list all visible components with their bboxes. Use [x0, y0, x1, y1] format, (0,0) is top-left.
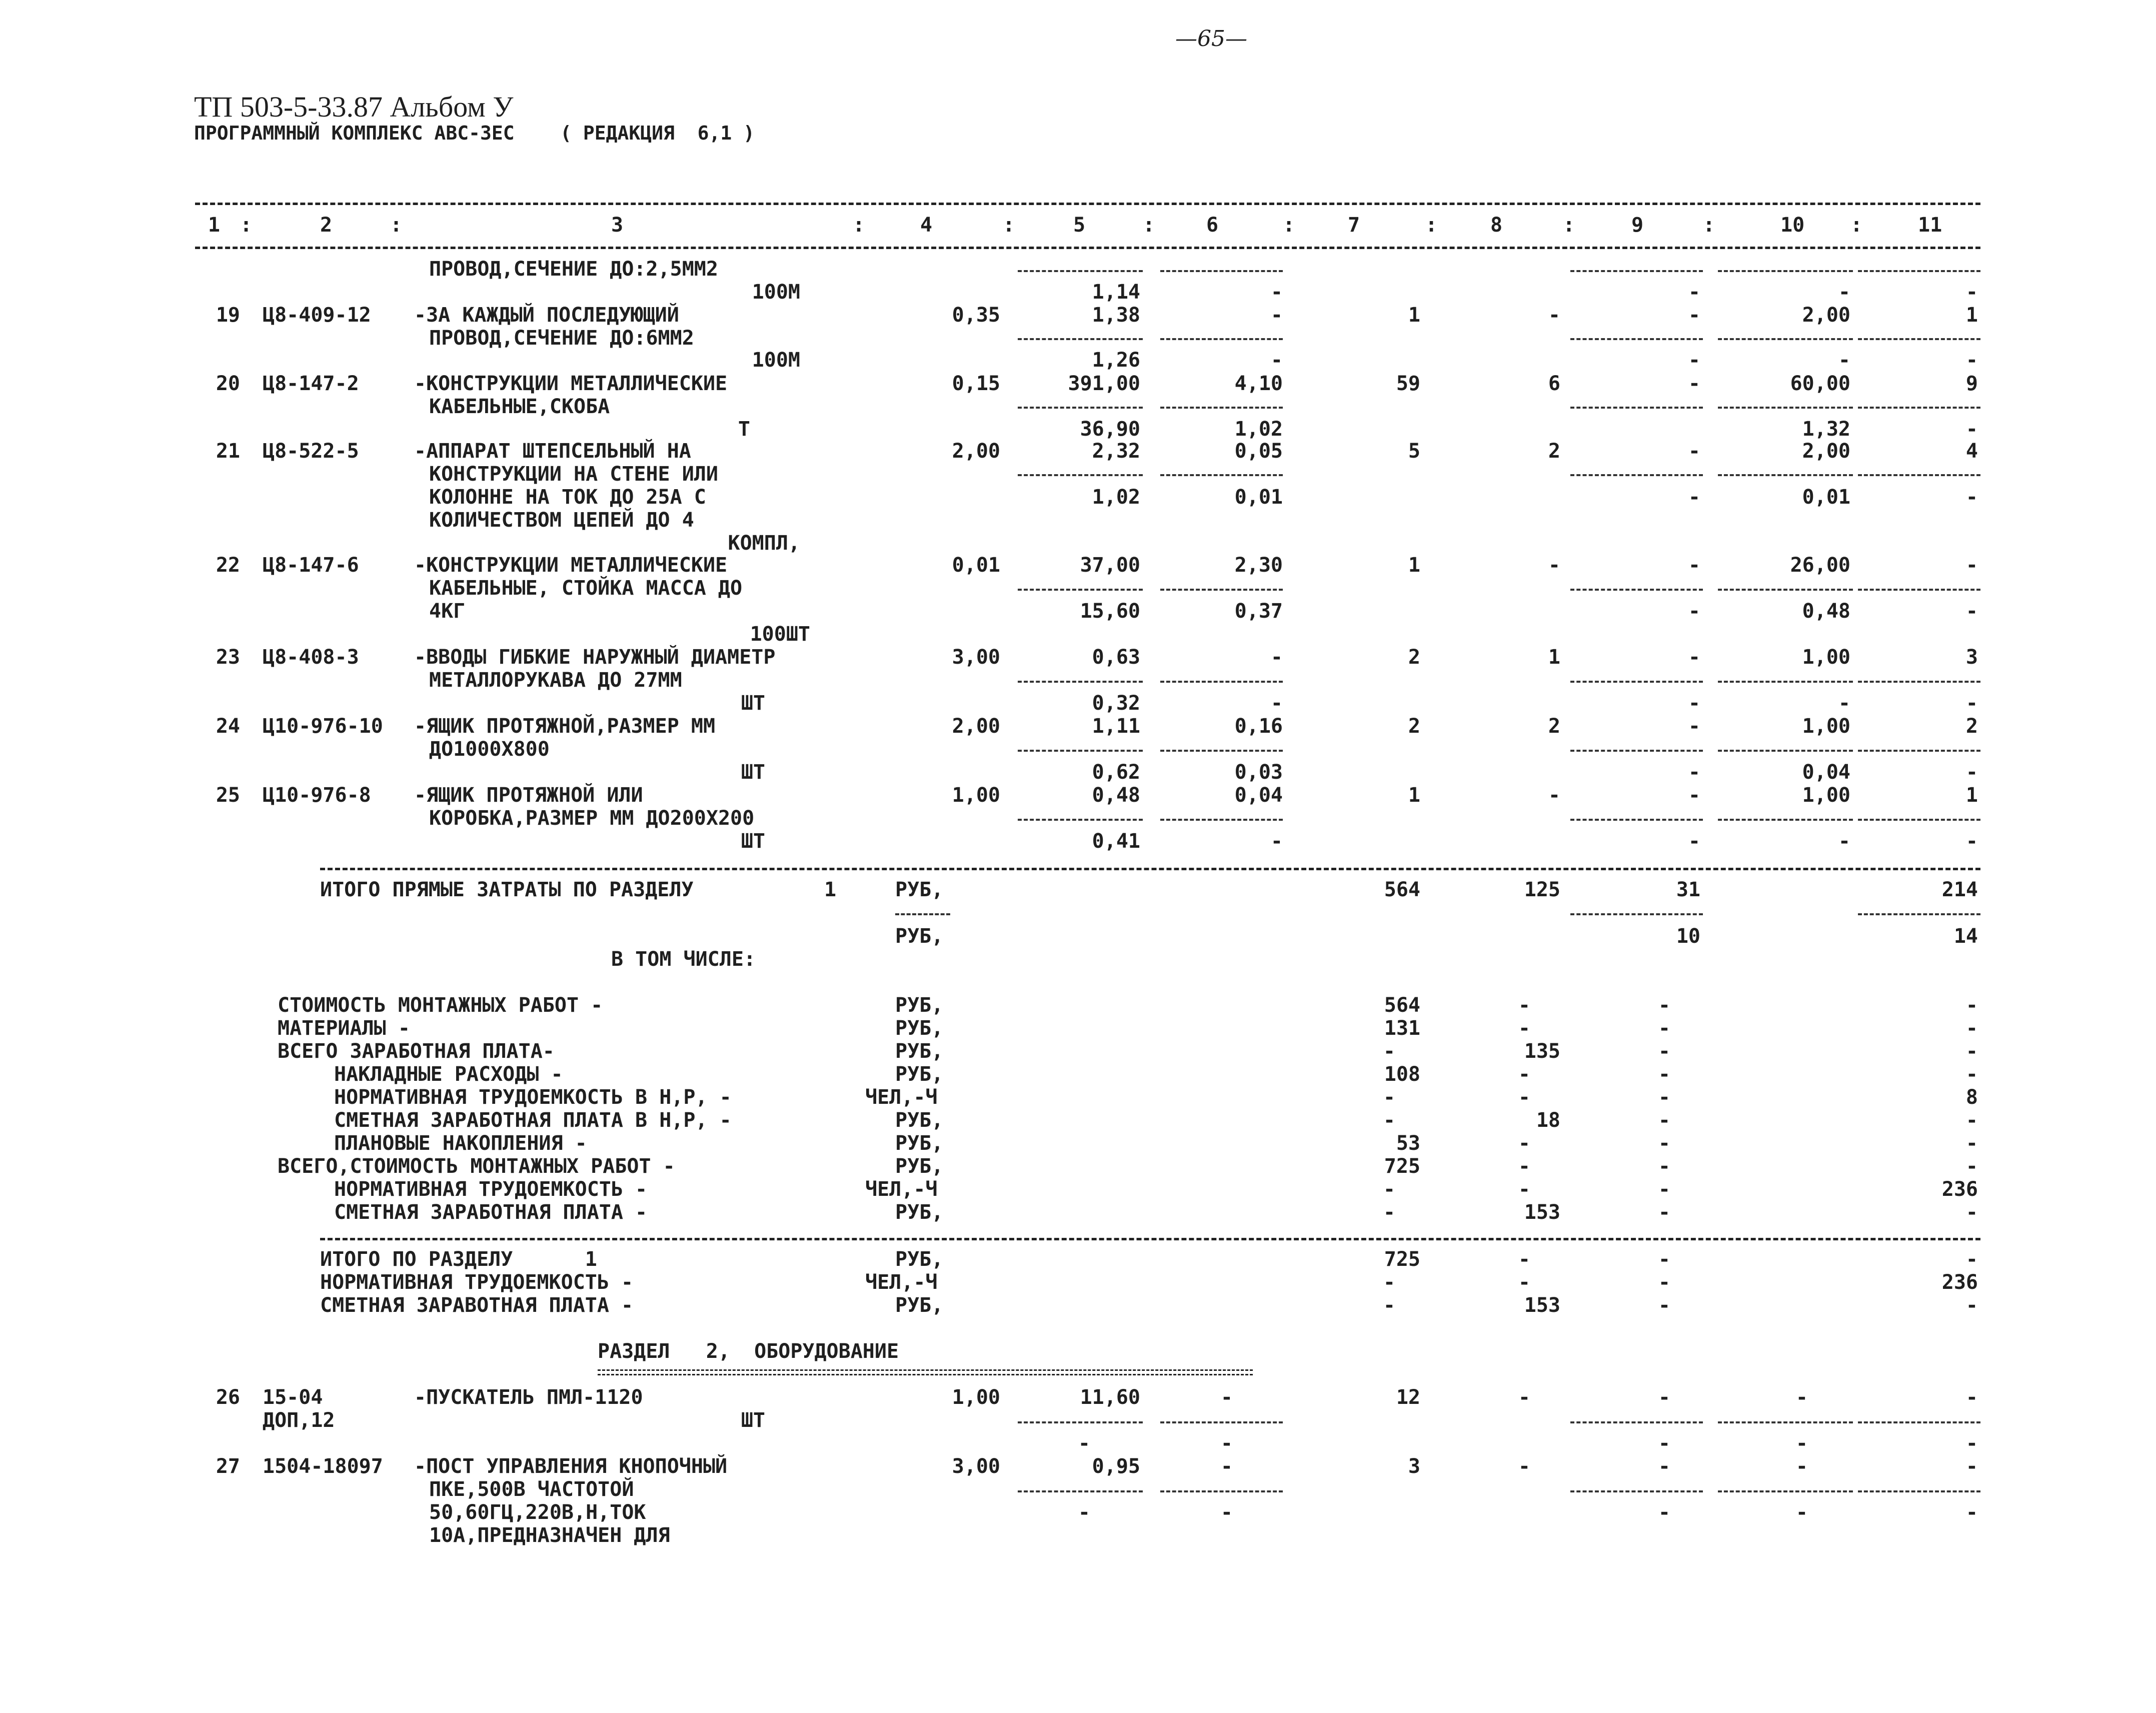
item-description: -ЗА КАЖДЫЙ ПОСЛЕДУЮЩИЙ: [414, 304, 679, 327]
cell-v7: -: [1383, 1109, 1395, 1132]
item-description-4: КОЛИЧЕСТВОМ ЦЕПЕЙ ДО 4: [429, 509, 694, 532]
item-number: 25: [216, 784, 240, 807]
header-col-8: 8: [1490, 214, 1503, 237]
cell-v11: -: [1965, 994, 1978, 1017]
cell-v4: 1,00: [952, 784, 1000, 807]
cell-v11b: -: [1965, 761, 1978, 784]
item-code: 1504-18097: [263, 1455, 383, 1478]
direct-costs-unit-2: РУБ,: [895, 925, 944, 948]
cell-v6b: -: [1270, 830, 1283, 853]
cell-v6b: -: [1220, 1432, 1233, 1455]
header-col-4: 4: [920, 214, 933, 237]
cell-v8: 18: [1536, 1109, 1560, 1132]
cell-v6: -: [1270, 646, 1283, 669]
header-col-11: 11: [1918, 214, 1942, 237]
item-code-2: ДОП,12: [263, 1409, 335, 1432]
cell-v10: 1,00: [1802, 646, 1850, 669]
cell-v7: -: [1383, 1294, 1395, 1317]
cell-v10b: -: [1838, 349, 1850, 372]
item-unit: ШТ: [741, 761, 765, 784]
cell-v8: 2: [1548, 440, 1560, 463]
item-unit: ШТ: [741, 1409, 765, 1432]
cell-v11b: -: [1965, 1432, 1978, 1455]
cell-v7: 5: [1408, 440, 1420, 463]
cell-v8: -: [1518, 1132, 1530, 1155]
cell-v7: 3: [1408, 1455, 1420, 1478]
cell-v9: -: [1658, 1271, 1670, 1294]
cell-v9: -: [1688, 784, 1700, 807]
cell-v11: -: [1965, 1040, 1978, 1063]
cell-v10: -: [1795, 1455, 1808, 1478]
item-description: -КОНСТРУКЦИИ МЕТАЛЛИЧЕСКИЕ: [414, 372, 728, 395]
item-description-3: 50,60ГЦ,220В,Н,ТОК: [429, 1501, 646, 1524]
cell-v8: 6: [1548, 372, 1560, 395]
cell-v10: 2,00: [1802, 440, 1850, 463]
item-code: Ц8-147-6: [263, 554, 359, 577]
cell-v10b: -: [1838, 692, 1850, 715]
breakdown-unit: РУБ,: [895, 1132, 944, 1155]
cell-v11: 236: [1941, 1178, 1978, 1201]
item-description: -АППАРАТ ШТЕПСЕЛЬНЫЙ НА: [414, 440, 691, 463]
cell-v6: 4,10: [1234, 372, 1283, 395]
cell-v11: -: [1965, 1248, 1978, 1271]
cell-v6: -: [1220, 1386, 1233, 1409]
cell-v11: 9: [1965, 372, 1978, 395]
cell-v7: 1: [1408, 784, 1420, 807]
cell-v11b: -: [1965, 281, 1978, 304]
cell-v4: 0,01: [952, 554, 1000, 577]
cell-v5: 11,60: [1080, 1386, 1140, 1409]
direct-costs-label: ИТОГО ПРЯМЫЕ ЗАТРАТЫ ПО РАЗДЕЛУ: [320, 878, 694, 901]
cell-v11b: -: [1965, 1501, 1978, 1524]
cell-v7: -: [1383, 1178, 1395, 1201]
breakdown-label: СТОИМОСТЬ МОНТАЖНЫХ РАБОТ -: [278, 994, 603, 1017]
cell-v9: -: [1658, 1040, 1670, 1063]
cell-v9: -: [1658, 1201, 1670, 1224]
cell-v11: 14: [1953, 925, 1978, 948]
cell-v11: 3: [1965, 646, 1978, 669]
cell-v5: 2,32: [1092, 440, 1140, 463]
cell-v9: -: [1658, 1178, 1670, 1201]
item-unit: КОМПЛ,: [728, 532, 800, 555]
item-code: Ц10-976-8: [263, 784, 371, 807]
section-total-label: ИТОГО ПО РАЗДЕЛУ 1: [320, 1248, 597, 1271]
cell-v9: -: [1688, 372, 1700, 395]
item-code: Ц10-976-10: [263, 715, 383, 738]
cell-v7: 725: [1384, 1155, 1420, 1178]
cell-v10b: -: [1795, 1501, 1808, 1524]
cell-v7: 1: [1408, 304, 1420, 327]
item-unit: 100ШТ: [750, 623, 810, 646]
breakdown-label: НОРМАТИВНАЯ ТРУДОЕМКОСТЬ -: [334, 1178, 648, 1201]
cell-v4: 3,00: [952, 646, 1000, 669]
cell-v9: -: [1688, 715, 1700, 738]
document-subtitle: ПРОГРАММНЫЙ КОМПЛЕКС АВС-ЗЕС ( РЕДАКЦИЯ 6,1 ): [194, 122, 755, 144]
cell-v6: -: [1270, 304, 1283, 327]
breakdown-unit: РУБ,: [895, 994, 944, 1017]
item-description: -ВВОДЫ ГИБКИЕ НАРУЖНЫЙ ДИАМЕТР: [414, 646, 776, 669]
breakdown-label: МАТЕРИАЛЫ -: [278, 1017, 410, 1040]
cell-v8: 135: [1524, 1040, 1560, 1063]
cell-v10: 1,00: [1802, 784, 1850, 807]
cell-v11: -: [1965, 1017, 1978, 1040]
header-col-5: 5: [1073, 214, 1086, 237]
cell-v10: 1,00: [1802, 715, 1850, 738]
header-col-10: 10: [1780, 214, 1805, 237]
section-total-label: СМЕТНАЯ ЗАРАВОТНАЯ ПЛАТА -: [320, 1294, 634, 1317]
header-col-7: 7: [1348, 214, 1360, 237]
cell-v4: 3,00: [952, 1455, 1000, 1478]
cell-v8: -: [1548, 554, 1560, 577]
cell-v9: -: [1658, 1017, 1670, 1040]
cell-v4: 2,00: [952, 715, 1000, 738]
breakdown-unit: РУБ,: [895, 1063, 944, 1086]
cell-v9: -: [1658, 1248, 1670, 1271]
cell-v6: 0,05: [1234, 440, 1283, 463]
cell-v8: -: [1548, 784, 1560, 807]
cell-v9: -: [1688, 646, 1700, 669]
cell-v6: 2,30: [1234, 554, 1283, 577]
cell-v11: 2: [1965, 715, 1978, 738]
cell-v8: -: [1518, 1386, 1530, 1409]
cell-v9: -: [1658, 1386, 1670, 1409]
cell-v7: 2: [1408, 715, 1420, 738]
cell-v5: 0,48: [1092, 784, 1140, 807]
section-2-heading: РАЗДЕЛ 2, ОБОРУДОВАНИЕ: [598, 1340, 899, 1363]
header-col-6: 6: [1206, 214, 1219, 237]
header-bottom-rule: [195, 247, 1980, 249]
cell-v9: -: [1688, 554, 1700, 577]
cell-v8: -: [1518, 1248, 1530, 1271]
header-col-2: 2: [320, 214, 333, 237]
cell-v11b: -: [1965, 830, 1978, 853]
cell-v11: -: [1965, 554, 1978, 577]
section-total-label: НОРМАТИВНАЯ ТРУДОЕМКОСТЬ -: [320, 1271, 634, 1294]
cell-v5b: -: [1078, 1432, 1090, 1455]
cell-v8: 1: [1548, 646, 1560, 669]
item-code: 15-04: [263, 1386, 323, 1409]
cell-v5b: 15,60: [1080, 600, 1140, 623]
item-number: 20: [216, 372, 240, 395]
breakdown-unit: РУБ,: [895, 1040, 944, 1063]
item-description-2: КАБЕЛЬНЫЕ,СКОБА: [429, 395, 610, 418]
section-total-rule: [320, 1238, 1980, 1240]
section-rule: [320, 868, 1980, 870]
cell-v11: -: [1965, 1386, 1978, 1409]
cell-v5b: -: [1078, 1501, 1090, 1524]
cell-v6b: -: [1270, 692, 1283, 715]
cell-v8: -: [1518, 1178, 1530, 1201]
item-description-2: МЕТАЛЛОРУКАВА ДО 27ММ: [429, 669, 682, 692]
cell-v8: -: [1518, 994, 1530, 1017]
cell-v10: 26,00: [1790, 554, 1850, 577]
breakdown-unit: РУБ,: [895, 1017, 944, 1040]
direct-costs-section: 1: [824, 878, 837, 901]
cell-v9b: -: [1688, 830, 1700, 853]
cell-v7: -: [1383, 1271, 1395, 1294]
cell-v9b: -: [1658, 1501, 1670, 1524]
cell-v6: 0,16: [1234, 715, 1283, 738]
cell-v7: 725: [1384, 1248, 1420, 1271]
cell-v8: -: [1518, 1086, 1530, 1109]
cell-v6b: -: [1270, 281, 1283, 304]
cell-v9: -: [1658, 1155, 1670, 1178]
cell-v10b: 1,32: [1802, 418, 1850, 441]
section-total-unit: ЧЕЛ,-Ч: [865, 1271, 938, 1294]
cell-v7: -: [1383, 1086, 1395, 1109]
cell-v11: -: [1965, 1063, 1978, 1086]
cell-v8: -: [1518, 1017, 1530, 1040]
cell-v6: 0,04: [1234, 784, 1283, 807]
breakdown-label: ПЛАНОВЫЕ НАКОПЛЕНИЯ -: [334, 1132, 587, 1155]
cell-v11: 1: [1965, 784, 1978, 807]
item-description: -ЯЩИК ПРОТЯЖНОЙ ИЛИ: [414, 784, 643, 807]
cell-v6b: 0,03: [1234, 761, 1283, 784]
cell-v5b: 1,26: [1092, 349, 1140, 372]
item-description-2: КОНСТРУКЦИИ НА СТЕНЕ ИЛИ: [429, 463, 718, 486]
item-description-2: ПКЕ,500В ЧАСТОТОЙ: [429, 1478, 634, 1501]
cell-v8: 2: [1548, 715, 1560, 738]
breakdown-label: ВСЕГО,СТОИМОСТЬ МОНТАЖНЫХ РАБОТ -: [278, 1155, 675, 1178]
cell-v9: -: [1658, 1086, 1670, 1109]
breakdown-unit: РУБ,: [895, 1155, 944, 1178]
item-unit: 100М: [752, 281, 800, 304]
item-description-3: КОЛОННЕ НА ТОК ДО 25А С: [429, 486, 706, 509]
document-title: ТП 503-5-33.87 Альбом У: [194, 91, 514, 123]
cell-v11: 4: [1965, 440, 1978, 463]
cell-v11: -: [1965, 1155, 1978, 1178]
item-code: Ц8-147-2: [263, 372, 359, 395]
cell-v7: 1: [1408, 554, 1420, 577]
cell-v11: -: [1965, 1294, 1978, 1317]
cell-v9: 10: [1676, 925, 1700, 948]
cell-v11b: -: [1965, 600, 1978, 623]
cell-v9: -: [1658, 1109, 1670, 1132]
cell-v8: 153: [1524, 1294, 1560, 1317]
cell-v8: -: [1518, 1063, 1530, 1086]
cell-v9b: -: [1658, 1432, 1670, 1455]
cell-v5: 0,63: [1092, 646, 1140, 669]
header-top-rule: [195, 203, 1980, 205]
cell-v6b: 1,02: [1234, 418, 1283, 441]
cell-v11: 8: [1965, 1086, 1978, 1109]
cell-v10b: -: [1838, 830, 1850, 853]
cell-v5: 37,00: [1080, 554, 1140, 577]
item-description-2: ДО1000Х800: [429, 738, 550, 761]
cell-v8: 153: [1524, 1201, 1560, 1224]
item-number: 22: [216, 554, 240, 577]
cell-v7: 2: [1408, 646, 1420, 669]
breakdown-label: СМЕТНАЯ ЗАРАБОТНАЯ ПЛАТА -: [334, 1201, 648, 1224]
direct-costs-unit: РУБ,: [895, 878, 944, 901]
cell-v5b: 36,90: [1080, 418, 1140, 441]
breakdown-unit: ЧЕЛ,-Ч: [865, 1178, 938, 1201]
cell-v5b: 1,02: [1092, 486, 1140, 509]
cell-v7: -: [1383, 1040, 1395, 1063]
cell-v7: 12: [1396, 1386, 1420, 1409]
breakdown-label: СМЕТНАЯ ЗАРАБОТНАЯ ПЛАТА В Н,Р, -: [334, 1109, 732, 1132]
cell-v9b: -: [1688, 761, 1700, 784]
section-total-unit: РУБ,: [895, 1248, 944, 1271]
cell-v9: -: [1688, 304, 1700, 327]
cell-v10b: 0,04: [1802, 761, 1850, 784]
cell-v10b: 0,48: [1802, 600, 1850, 623]
item-description: -ПУСКАТЕЛЬ ПМЛ-1120: [414, 1386, 643, 1409]
item-number: 19: [216, 304, 240, 327]
cell-v4: 1,00: [952, 1386, 1000, 1409]
item-description: ПРОВОД,СЕЧЕНИЕ ДО:2,5ММ2: [429, 258, 718, 281]
cell-v11b: -: [1965, 418, 1978, 441]
cell-v7: 131: [1384, 1017, 1420, 1040]
item-description-2: КАБЕЛЬНЫЕ, СТОЙКА МАССА ДО: [429, 577, 743, 600]
cell-v9b: -: [1688, 486, 1700, 509]
cell-v5b: 1,14: [1092, 281, 1140, 304]
including-label: В ТОМ ЧИСЛЕ:: [611, 948, 756, 971]
item-code: Ц8-522-5: [263, 440, 359, 463]
breakdown-unit: РУБ,: [895, 1201, 944, 1224]
cell-v11: 214: [1941, 878, 1978, 901]
item-number: 27: [216, 1455, 240, 1478]
cell-v10: 2,00: [1802, 304, 1850, 327]
cell-v11: -: [1965, 1201, 1978, 1224]
cell-v5: 0,95: [1092, 1455, 1140, 1478]
cell-v6: -: [1220, 1455, 1233, 1478]
item-code: Ц8-409-12: [263, 304, 371, 327]
cell-v5: 391,00: [1068, 372, 1140, 395]
cell-v8: -: [1518, 1155, 1530, 1178]
cell-v10b: -: [1838, 281, 1850, 304]
item-number: 21: [216, 440, 240, 463]
item-number: 26: [216, 1386, 240, 1409]
cell-v4: 0,35: [952, 304, 1000, 327]
breakdown-unit: РУБ,: [895, 1109, 944, 1132]
item-unit: ШТ: [741, 692, 765, 715]
cell-v5: 1,38: [1092, 304, 1140, 327]
cell-v7: 564: [1384, 878, 1420, 901]
cell-v10: 60,00: [1790, 372, 1850, 395]
cell-v11b: -: [1965, 349, 1978, 372]
section-total-unit: РУБ,: [895, 1294, 944, 1317]
section-2-underline: [598, 1369, 1253, 1375]
item-unit: Т: [738, 418, 750, 441]
cell-v6b: -: [1270, 349, 1283, 372]
cell-v10b: 0,01: [1802, 486, 1850, 509]
item-description-2: КОРОБКА,РАЗМЕР ММ ДО200Х200: [429, 807, 755, 830]
cell-v6b: 0,01: [1234, 486, 1283, 509]
item-number: 23: [216, 646, 240, 669]
cell-v5b: 0,41: [1092, 830, 1140, 853]
item-description-2: ПРОВОД,СЕЧЕНИЕ ДО:6ММ2: [429, 327, 694, 350]
item-description-4: 10А,ПРЕДНАЗНАЧЕН ДЛЯ: [429, 1524, 670, 1547]
cell-v11: -: [1965, 1109, 1978, 1132]
cell-v11b: -: [1965, 486, 1978, 509]
cell-v9b: -: [1688, 600, 1700, 623]
item-description: -КОНСТРУКЦИИ МЕТАЛЛИЧЕСКИЕ: [414, 554, 728, 577]
cell-v7: 108: [1384, 1063, 1420, 1086]
item-number: 24: [216, 715, 240, 738]
cell-v9b: -: [1688, 692, 1700, 715]
cell-v8: -: [1518, 1271, 1530, 1294]
breakdown-label: НАКЛАДНЫЕ РАСХОДЫ -: [334, 1063, 563, 1086]
cell-v4: 0,15: [952, 372, 1000, 395]
cell-v7: 53: [1396, 1132, 1420, 1155]
item-description-3: 4КГ: [429, 600, 466, 623]
cell-v9: -: [1658, 1132, 1670, 1155]
cell-v8: 125: [1524, 878, 1560, 901]
cell-v11: -: [1965, 1455, 1978, 1478]
cell-v10: -: [1795, 1386, 1808, 1409]
cell-v5b: 0,32: [1092, 692, 1140, 715]
cell-v7: 59: [1396, 372, 1420, 395]
header-col-1: 1: [208, 214, 220, 237]
cell-v9b: -: [1688, 349, 1700, 372]
cell-v11: 1: [1965, 304, 1978, 327]
breakdown-label: ВСЕГО ЗАРАБОТНАЯ ПЛАТА-: [278, 1040, 555, 1063]
cell-v5: 1,11: [1092, 715, 1140, 738]
cell-v5b: 0,62: [1092, 761, 1140, 784]
cell-v9: -: [1688, 440, 1700, 463]
item-code: Ц8-408-3: [263, 646, 359, 669]
cell-v9: 31: [1676, 878, 1700, 901]
cell-v4: 2,00: [952, 440, 1000, 463]
cell-v11: -: [1965, 1132, 1978, 1155]
cell-v8: -: [1548, 304, 1560, 327]
cell-v11b: -: [1965, 692, 1978, 715]
cell-v9: -: [1658, 1063, 1670, 1086]
breakdown-label: НОРМАТИВНАЯ ТРУДОЕМКОСТЬ В Н,Р, -: [334, 1086, 732, 1109]
cell-v7: 564: [1384, 994, 1420, 1017]
header-col-9: 9: [1631, 214, 1644, 237]
cell-v8: -: [1518, 1455, 1530, 1478]
item-unit: ШТ: [741, 830, 765, 853]
page-number: —65—: [1175, 26, 1247, 52]
cell-v9: -: [1658, 1294, 1670, 1317]
item-description: -ЯЩИК ПРОТЯЖНОЙ,РАЗМЕР ММ: [414, 715, 716, 738]
cell-v9: -: [1658, 1455, 1670, 1478]
item-unit: 100М: [752, 349, 800, 372]
cell-v6b: -: [1220, 1501, 1233, 1524]
cell-v11: 236: [1941, 1271, 1978, 1294]
cell-v7: -: [1383, 1201, 1395, 1224]
header-col-3: 3: [611, 214, 624, 237]
item-description: -ПОСТ УПРАВЛЕНИЯ КНОПОЧНЫЙ: [414, 1455, 728, 1478]
breakdown-unit: ЧЕЛ,-Ч: [865, 1086, 938, 1109]
cell-v10b: -: [1795, 1432, 1808, 1455]
cell-v9: -: [1658, 994, 1670, 1017]
cell-v9b: -: [1688, 281, 1700, 304]
cell-v6b: 0,37: [1234, 600, 1283, 623]
